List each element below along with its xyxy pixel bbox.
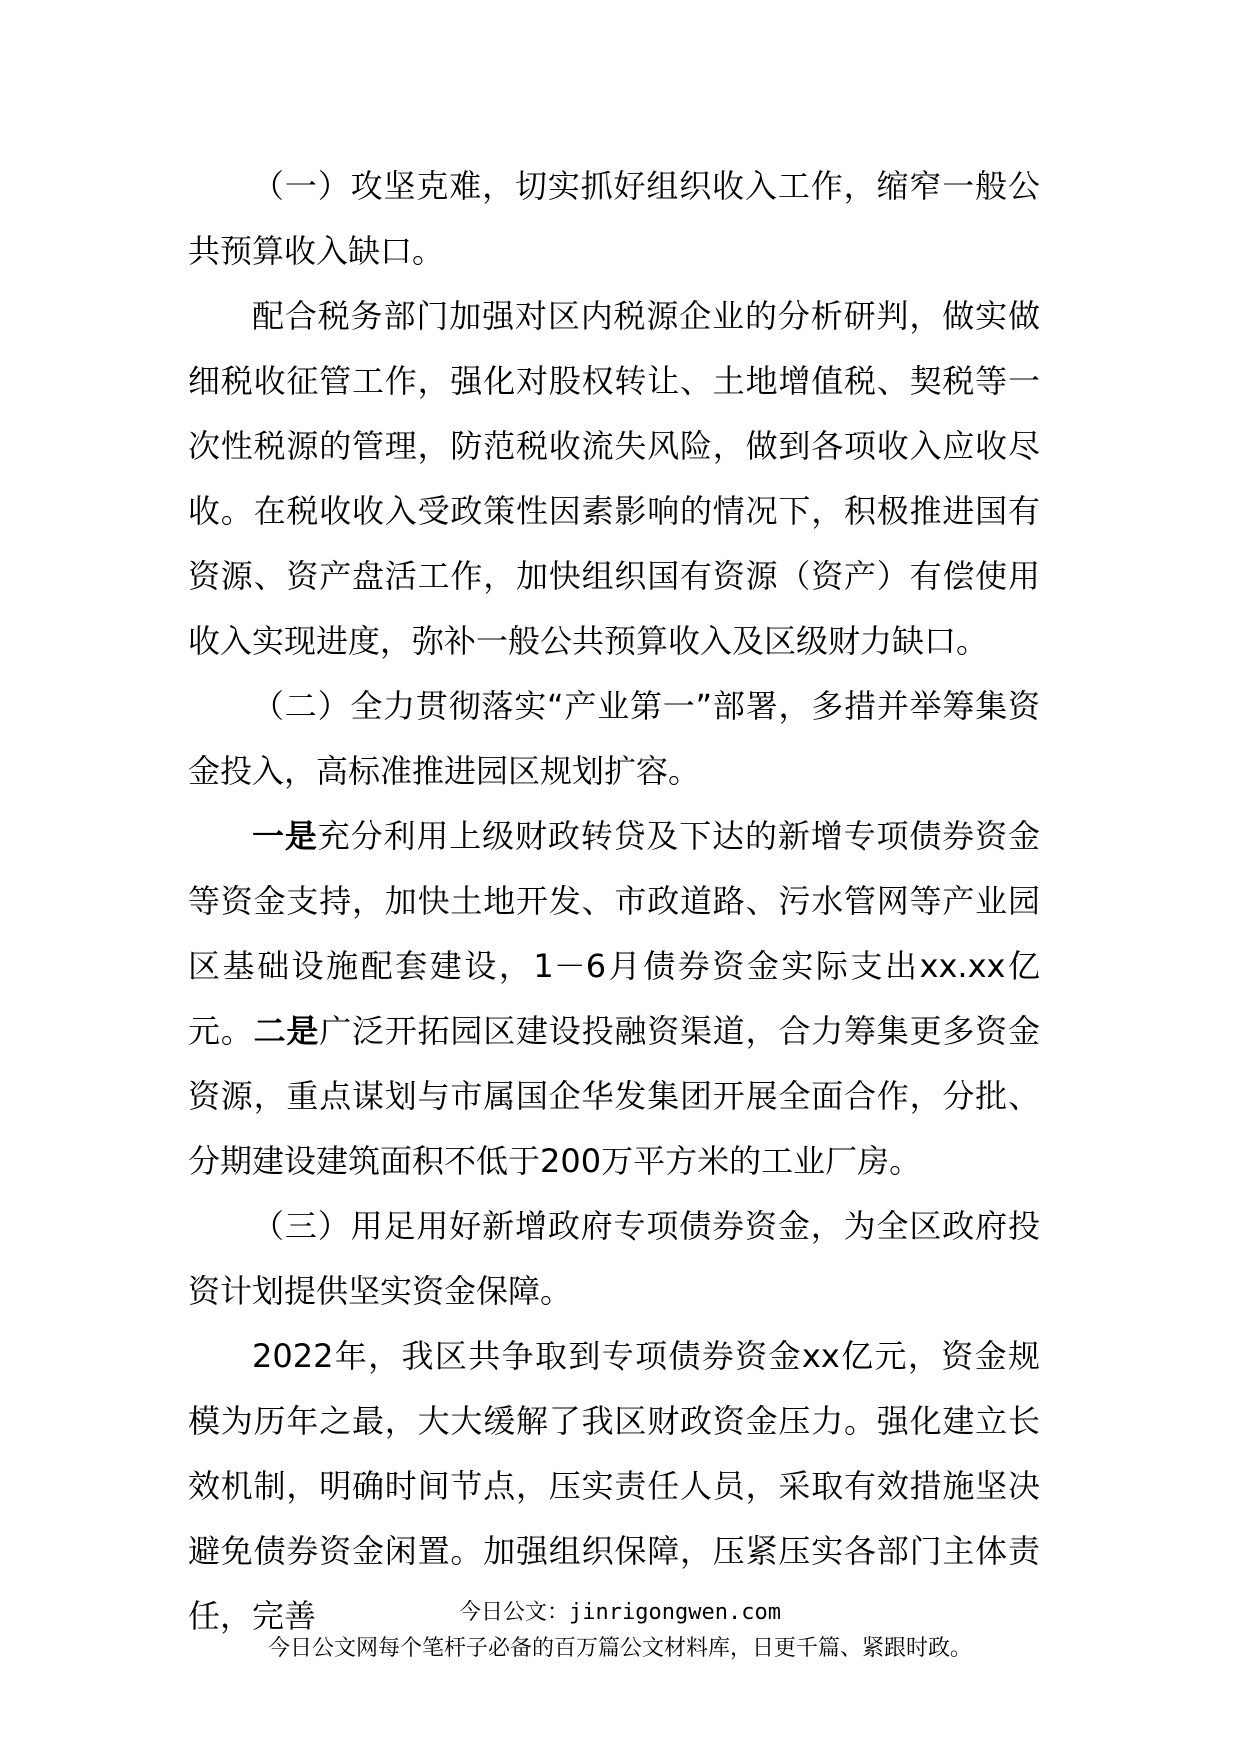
paragraph-2-text-1: 充分利用上级财政转贷及下达的新增专项债券资金等资金支持，加快土地开发、市政道路、污水管网等产业园区基础设施配套建设，1－6月债券资金实际支出xx.xx亿元。 bbox=[188, 817, 1040, 1050]
footer-site-url[interactable]: jinrigongwen.com bbox=[569, 1600, 781, 1625]
bold-marker-first: 一是 bbox=[252, 817, 318, 855]
document-body bbox=[188, 154, 1040, 1649]
paragraph-2-text-2: 广泛开拓园区建设投融资渠道，合力筹集更多资金资源，重点谋划与市属国企华发集团开展全面合作，分批、分期建设建筑面积不低于200万平方米的工业厂房。 bbox=[188, 1012, 1040, 1180]
section-heading-3: （三）用足用好新增政府专项债券资金，为全区政府投资计划提供坚实资金保障。 bbox=[188, 1207, 1040, 1310]
paragraph-2 bbox=[188, 804, 1040, 1194]
paragraph-3: 2022年，我区共争取到专项债券资金xx亿元，资金规模为历年之最，大大缓解了我区财政资金压力。强化建立长效机制，明确时间节点，压实责任人员，采取有效措施坚决避免债券资金闲置。加强组织保障，压紧压实各部门主体责任，完善 bbox=[188, 1337, 1040, 1635]
footer-slogan: 今日公文网每个笔杆子必备的百万篇公文材料库，日更千篇、紧跟时政。 bbox=[267, 1636, 972, 1661]
bold-marker-second: 二是 bbox=[253, 1012, 320, 1050]
footer-site-label: 今日公文： bbox=[459, 1600, 570, 1625]
section-heading-2: （二）全力贯彻落实“产业第一”部署，多措并举筹集资金投入，高标准推进园区规划扩容。 bbox=[188, 687, 1040, 790]
footer-site-line bbox=[0, 1598, 1240, 1628]
paragraph-1: 配合税务部门加强对区内税源企业的分析研判，做实做细税收征管工作，强化对股权转让、土地增值税、契税等一次性税源的管理，防范税收流失风险，做到各项收入应收尽收。在税收收入受政策性因素影响的情况下，积极推进国有资源、资产盘活工作，加快组织国有资源（资产）有偿使用收入实现进度，弥补一般公共预算收入及区级财力缺口。 bbox=[188, 297, 1040, 660]
section-heading-1: （一）攻坚克难，切实抓好组织收入工作，缩窄一般公共预算收入缺口。 bbox=[188, 167, 1040, 270]
